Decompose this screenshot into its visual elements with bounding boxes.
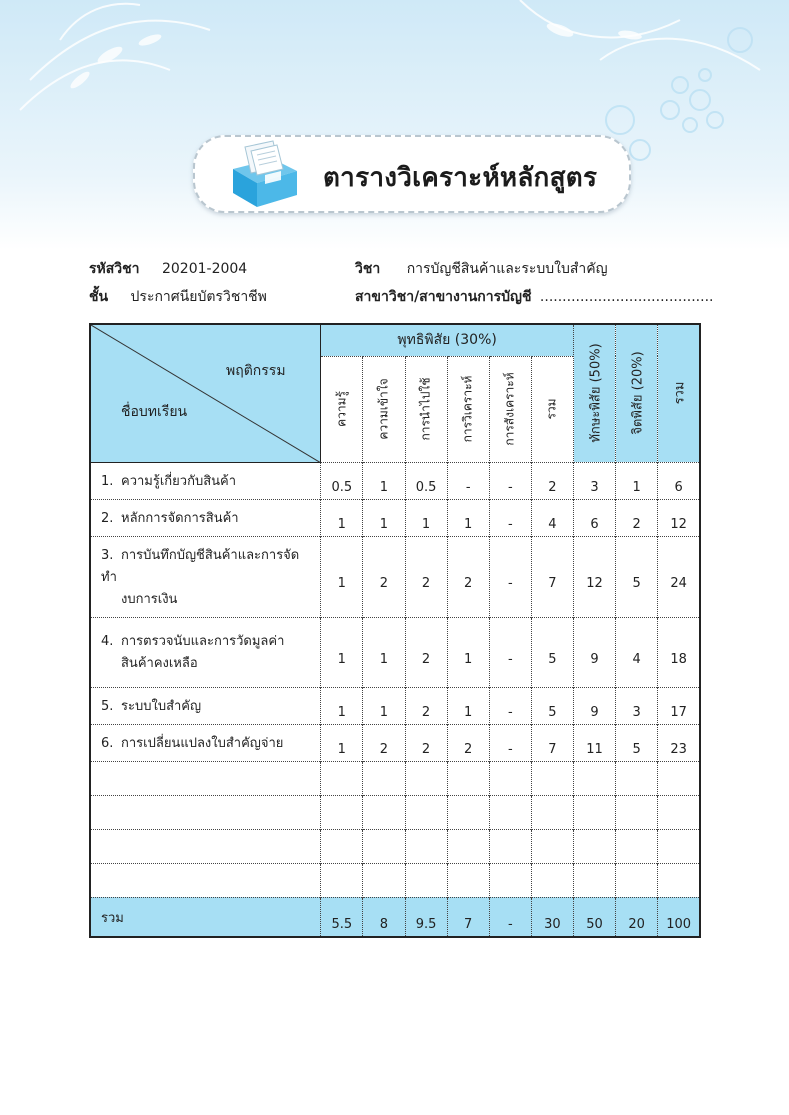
value-cell: 2 bbox=[616, 499, 658, 536]
empty-row bbox=[90, 761, 700, 795]
value-cell: 1 bbox=[616, 462, 658, 499]
lesson-cell bbox=[90, 724, 321, 761]
value-cell: 1 bbox=[321, 617, 363, 687]
lesson-cell bbox=[90, 617, 321, 687]
value-cell: - bbox=[489, 499, 531, 536]
value-cell: 11 bbox=[574, 724, 616, 761]
value-cell: 6 bbox=[658, 462, 700, 499]
table-row bbox=[90, 499, 700, 536]
total-value: 9.5 bbox=[405, 897, 447, 937]
value-cell: 2 bbox=[405, 617, 447, 687]
total-value: 7 bbox=[447, 897, 489, 937]
total-label: รวม bbox=[90, 897, 321, 937]
value-cell: 1 bbox=[447, 687, 489, 724]
value-cell: - bbox=[489, 536, 531, 617]
course-code-value: 20201-2004 bbox=[161, 261, 248, 277]
value-cell: - bbox=[489, 462, 531, 499]
value-cell: 5 bbox=[531, 687, 573, 724]
table-row bbox=[90, 536, 700, 617]
value-cell: 23 bbox=[658, 724, 700, 761]
value-cell: 12 bbox=[574, 536, 616, 617]
lesson-number: 1. bbox=[101, 473, 114, 489]
total-column-header bbox=[658, 324, 700, 462]
cognitive-col-header bbox=[321, 356, 363, 462]
total-value: 30 bbox=[531, 897, 573, 937]
skill-column-label: ทักษะพิสัย (50%) bbox=[588, 343, 604, 443]
value-cell: 4 bbox=[531, 499, 573, 536]
cognitive-col-label: ความเข้าใจ bbox=[376, 378, 391, 440]
page-title: ตารางวิเคราะห์หลักสูตร bbox=[323, 163, 598, 193]
value-cell: 1 bbox=[405, 499, 447, 536]
cognitive-col-header bbox=[447, 356, 489, 462]
cognitive-col-label: การวิเคราะห์ bbox=[460, 375, 475, 443]
table-row bbox=[90, 687, 700, 724]
lesson-title: หลักการจัดการสินค้า bbox=[121, 510, 239, 526]
lesson-title: การตรวจนับและการวัดมูลค่า bbox=[121, 634, 285, 649]
lesson-title: การบันทึกบัญชีสินค้าและการจัดทำ bbox=[101, 547, 300, 585]
subject-value: การบัญชีสินค้าและระบบใบสำคัญ bbox=[406, 261, 608, 277]
value-cell: 1 bbox=[321, 687, 363, 724]
value-cell: 1 bbox=[321, 499, 363, 536]
value-cell: 1 bbox=[447, 617, 489, 687]
table-row bbox=[90, 617, 700, 687]
affective-column-label: จิตพิสัย (20%) bbox=[630, 351, 646, 435]
value-cell: 2 bbox=[405, 687, 447, 724]
cognitive-col-header bbox=[489, 356, 531, 462]
value-cell: 1 bbox=[363, 617, 405, 687]
value-cell: 17 bbox=[658, 687, 700, 724]
value-cell: 1 bbox=[363, 499, 405, 536]
total-value: 100 bbox=[658, 897, 700, 937]
value-cell: 5 bbox=[531, 617, 573, 687]
lesson-title-continued: งบการเงิน bbox=[121, 591, 178, 607]
value-cell: 2 bbox=[363, 536, 405, 617]
table-row bbox=[90, 724, 700, 761]
diagonal-header-cell bbox=[90, 324, 321, 462]
value-cell: 12 bbox=[658, 499, 700, 536]
value-cell: 2 bbox=[447, 536, 489, 617]
lesson-number: 4. bbox=[101, 634, 114, 649]
value-cell: 0.5 bbox=[321, 462, 363, 499]
lesson-title: ระบบใบสำคัญ bbox=[121, 698, 202, 714]
cognitive-col-header bbox=[405, 356, 447, 462]
lesson-cell bbox=[90, 499, 321, 536]
skill-column-header bbox=[574, 324, 616, 462]
value-cell: - bbox=[489, 687, 531, 724]
value-cell: 5 bbox=[616, 536, 658, 617]
cognitive-col-label: การสังเคราะห์ bbox=[502, 372, 517, 446]
level-label: ชั้น bbox=[89, 289, 109, 305]
value-cell: 9 bbox=[574, 687, 616, 724]
course-code-line bbox=[89, 258, 247, 280]
field-label: สาขาวิชา/สาขางานการบัญชี bbox=[355, 289, 532, 305]
value-cell: 24 bbox=[658, 536, 700, 617]
value-cell: 5 bbox=[616, 724, 658, 761]
value-cell: 1 bbox=[363, 462, 405, 499]
value-cell: 2 bbox=[531, 462, 573, 499]
curriculum-analysis-table bbox=[89, 323, 701, 938]
header-lesson: ชื่อบทเรียน bbox=[121, 404, 188, 420]
value-cell: 2 bbox=[363, 724, 405, 761]
lesson-title: ความรู้เกี่ยวกับสินค้า bbox=[121, 473, 237, 489]
value-cell: - bbox=[489, 724, 531, 761]
level-line bbox=[89, 286, 267, 308]
value-cell: 6 bbox=[574, 499, 616, 536]
total-column-label: รวม bbox=[672, 381, 688, 405]
value-cell: 18 bbox=[658, 617, 700, 687]
subject-line bbox=[355, 258, 608, 280]
lesson-number: 2. bbox=[101, 510, 114, 526]
lesson-cell bbox=[90, 462, 321, 499]
cognitive-col-label: การนำไปใช้ bbox=[418, 377, 433, 441]
title-banner bbox=[193, 135, 631, 213]
affective-column-header bbox=[616, 324, 658, 462]
total-value: 20 bbox=[616, 897, 658, 937]
value-cell: 1 bbox=[363, 687, 405, 724]
lesson-number: 3. bbox=[101, 547, 114, 563]
total-value: 8 bbox=[363, 897, 405, 937]
value-cell: 4 bbox=[616, 617, 658, 687]
subject-label: วิชา bbox=[355, 261, 381, 277]
lesson-cell bbox=[90, 687, 321, 724]
value-cell: - bbox=[447, 462, 489, 499]
empty-row bbox=[90, 795, 700, 829]
empty-row bbox=[90, 829, 700, 863]
lesson-number: 5. bbox=[101, 698, 114, 714]
total-value: 50 bbox=[574, 897, 616, 937]
header-behavior: พฤติกรรม bbox=[226, 363, 286, 379]
lesson-number: 6. bbox=[101, 735, 114, 751]
value-cell: 1 bbox=[321, 724, 363, 761]
value-cell: 2 bbox=[447, 724, 489, 761]
file-box-icon bbox=[225, 139, 305, 209]
table-row bbox=[90, 462, 700, 499]
field-fill: ....................................... bbox=[539, 289, 714, 305]
total-value: 5.5 bbox=[321, 897, 363, 937]
value-cell: 3 bbox=[616, 687, 658, 724]
course-code-label: รหัสวิชา bbox=[89, 261, 140, 277]
value-cell: 3 bbox=[574, 462, 616, 499]
cognitive-col-label: รวม bbox=[544, 398, 559, 420]
cognitive-col-header bbox=[363, 356, 405, 462]
level-value: ประกาศนียบัตรวิชาชีพ bbox=[130, 289, 267, 305]
value-cell: 2 bbox=[405, 536, 447, 617]
empty-row bbox=[90, 863, 700, 897]
value-cell: 2 bbox=[405, 724, 447, 761]
lesson-title: การเปลี่ยนแปลงใบสำคัญจ่าย bbox=[121, 735, 284, 751]
value-cell: 0.5 bbox=[405, 462, 447, 499]
diagonal-line bbox=[91, 325, 321, 463]
lesson-title-continued: สินค้าคงเหลือ bbox=[121, 656, 198, 671]
total-value: - bbox=[489, 897, 531, 937]
lesson-cell bbox=[90, 536, 321, 617]
value-cell: 7 bbox=[531, 724, 573, 761]
value-cell: 7 bbox=[531, 536, 573, 617]
cognitive-group-header: พุทธิพิสัย (30%) bbox=[321, 324, 574, 356]
field-line bbox=[355, 286, 713, 308]
value-cell: 1 bbox=[321, 536, 363, 617]
cognitive-col-header bbox=[531, 356, 573, 462]
cognitive-col-label: ความรู้ bbox=[334, 391, 349, 427]
value-cell: - bbox=[489, 617, 531, 687]
value-cell: 1 bbox=[447, 499, 489, 536]
value-cell: 9 bbox=[574, 617, 616, 687]
total-row bbox=[90, 897, 700, 937]
